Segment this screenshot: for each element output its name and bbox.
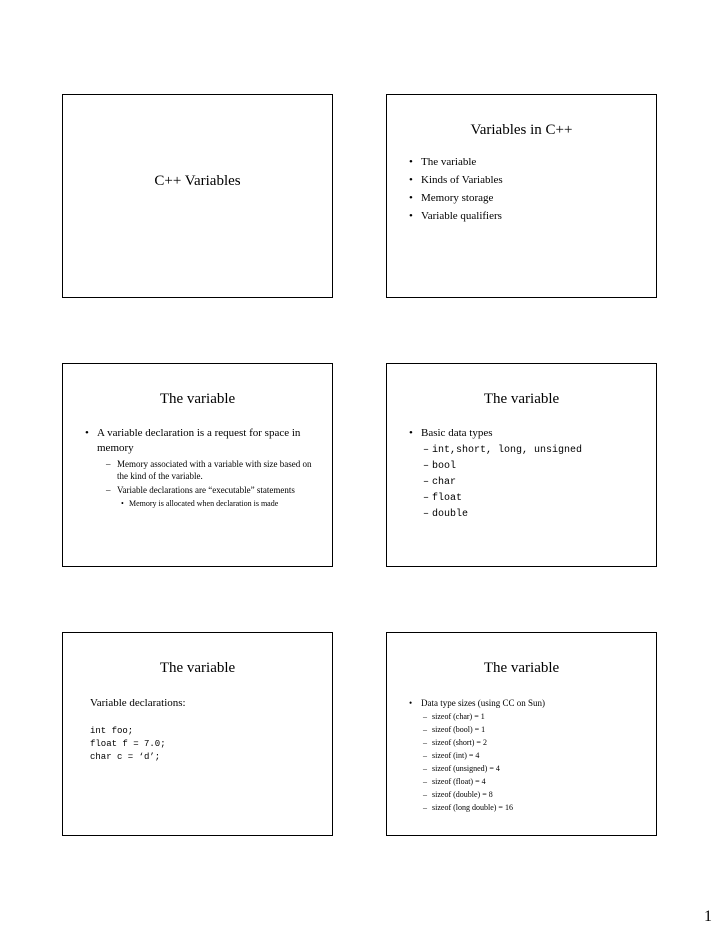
- code-line: float f = 7.0;: [90, 739, 166, 749]
- slide-title: The variable: [159, 391, 236, 407]
- bullet-list: [409, 697, 649, 813]
- code-block: [90, 725, 166, 764]
- slide-2-variables-in-c-plus-plus: [386, 94, 657, 298]
- code-line: char c = ‘d’;: [90, 752, 161, 762]
- type-item: – float: [423, 492, 649, 505]
- slide-4-basic-data-types: [386, 363, 657, 567]
- bullet-item: • Kinds of Variables: [409, 173, 649, 188]
- slide-title: Variables in C++: [470, 122, 573, 138]
- size-item: – sizeof (short) = 2: [423, 737, 649, 748]
- bullet-list: [85, 426, 315, 509]
- slide-5-variable-declarations: [62, 632, 333, 836]
- slide-1-c-plus-plus-variables: [62, 94, 333, 298]
- size-item: – sizeof (char) = 1: [423, 711, 649, 722]
- size-item: – sizeof (long double) = 16: [423, 802, 649, 813]
- slide-title: The variable: [159, 660, 236, 676]
- sub-sub-bullet-item: • Memory is allocated when declaration is made: [121, 498, 315, 509]
- type-item: – double: [423, 508, 649, 521]
- bullet-item: • Data type sizes (using CC on Sun): [409, 697, 649, 709]
- bullet-item: • Memory storage: [409, 191, 649, 206]
- size-item: – sizeof (int) = 4: [423, 750, 649, 761]
- size-item: – sizeof (float) = 4: [423, 776, 649, 787]
- bullet-item: • Variable qualifiers: [409, 209, 649, 224]
- sub-bullet-item: – Memory associated with a variable with size based on the kind of the variable.: [97, 458, 315, 482]
- bullet-item: • Basic data types: [409, 426, 649, 441]
- slide-3-the-variable-declaration: [62, 363, 333, 567]
- slide-6-data-type-sizes: [386, 632, 657, 836]
- size-item: – sizeof (bool) = 1: [423, 724, 649, 735]
- size-item: – sizeof (double) = 8: [423, 789, 649, 800]
- type-item: – char: [423, 476, 649, 489]
- bullet-item: • A variable declaration is a request for space in memory: [85, 426, 315, 456]
- sub-bullet-item: – Variable declarations are “executable” statements: [97, 484, 315, 496]
- lead-text: Variable declarations:: [90, 697, 186, 709]
- size-item: – sizeof (unsigned) = 4: [423, 763, 649, 774]
- page-number: 1: [704, 908, 712, 925]
- slide-title: The variable: [483, 660, 560, 676]
- code-line: int foo;: [90, 726, 134, 736]
- bullet-item: • The variable: [409, 155, 649, 170]
- bullet-list: [409, 155, 649, 227]
- slide-title: The variable: [483, 391, 560, 407]
- slide-title: C++ Variables: [154, 173, 241, 189]
- type-item: – int,short, long, unsigned: [423, 444, 649, 457]
- bullet-list: [409, 426, 649, 521]
- type-item: – bool: [423, 460, 649, 473]
